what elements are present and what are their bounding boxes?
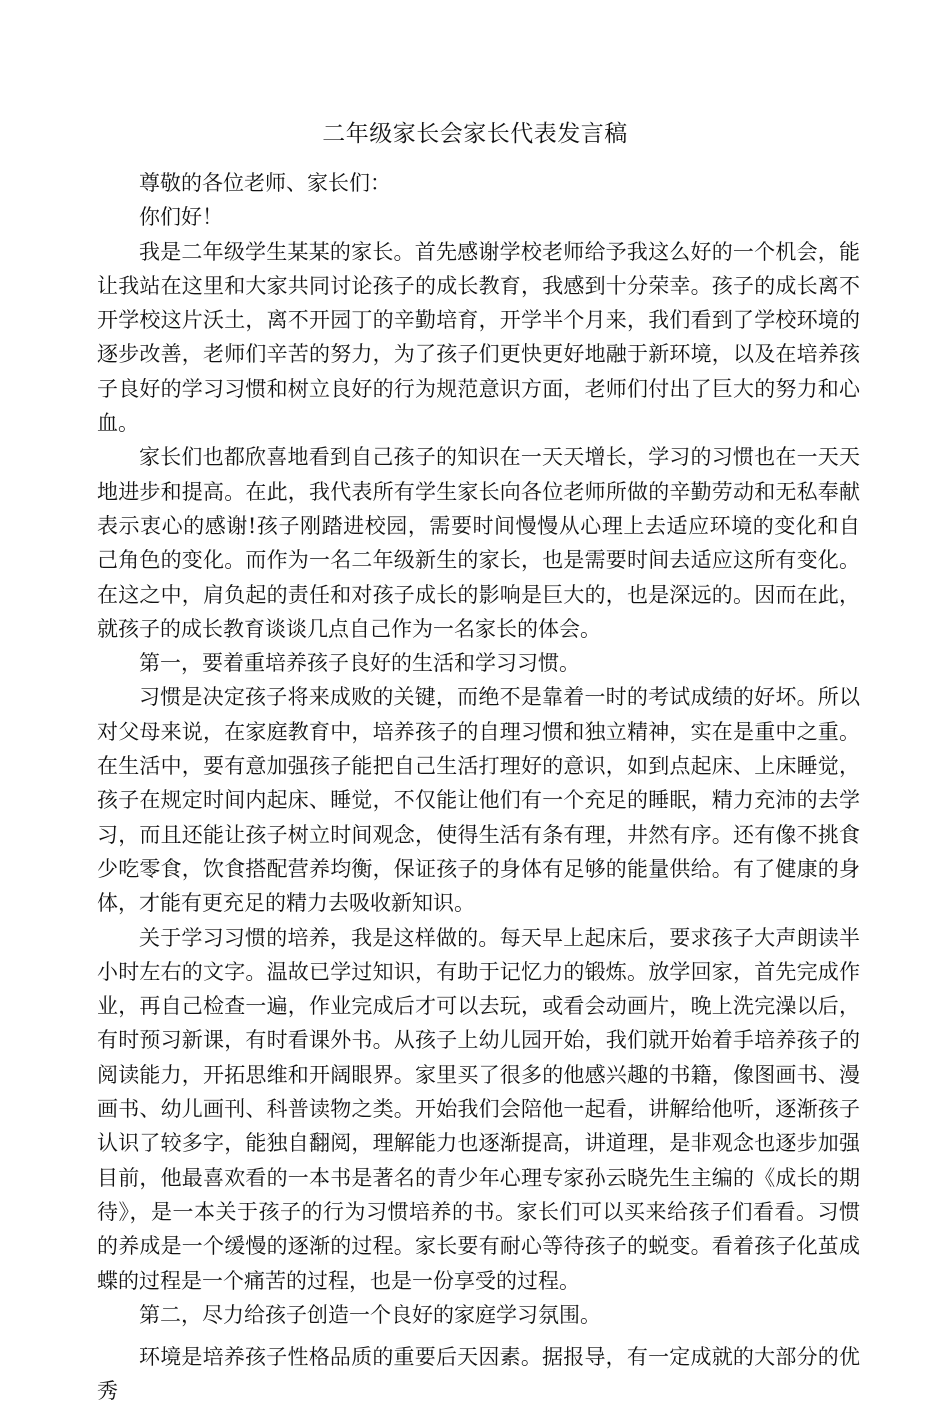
hello-line: 你们好！ — [139, 205, 223, 230]
section-heading-second: 第二，尽力给孩子创造一个良好的家庭学习氛围。 — [139, 1302, 601, 1327]
section-heading-first: 第一，要着重培养孩子良好的生活和学习习惯。 — [139, 651, 580, 676]
paragraph-environment: 环境是培养孩子性格品质的重要后天因素。据报导，有一定成就的大部分的优秀 — [97, 1345, 860, 1404]
greeting-line: 尊敬的各位老师、家长们： — [139, 171, 391, 195]
paragraph-habits: 习惯是决定孩子将来成败的关键，而绝不是靠着一时的考试成绩的好坏。所以对父母来说，在家庭教育中，培养孩子的自理习惯和独立精神，实在是重中之重。在生活中，要有意加强孩子能把自己生活打理好的意识，如到点起床、上床睡觉，孩子在规定时间内起床、睡觉，不仅能让他们有一个充足的睡眠，精力充沛的去学习，而且还能让孩子树立时间观念，使得生活有条有理，井然有序。还有像不挑食少吃零食，饮食搭配营养均衡，保证孩子的身体有足够的能量供给。有了健康的身体，才能有更充足的精力去吸收新知识。 — [97, 685, 860, 916]
paragraph-intro: 我是二年级学生某某的家长。首先感谢学校老师给予我这么好的一个机会，能让我站在这里和大家共同讨论孩子的成长教育，我感到十分荣幸。孩子的成长离不开学校这片沃土，离不开园丁的辛勤培育，开学半个月来，我们看到了学校环境的逐步改善，老师们辛苦的努力，为了孩子们更快更好地融于新环境，以及在培养孩子良好的学习习惯和树立良好的行为规范意识方面，老师们付出了巨大的努力和心血。 — [97, 239, 860, 436]
paragraph-thanks: 家长们也都欣喜地看到自己孩子的知识在一天天增长，学习的习惯也在一天天地进步和提高。在此，我代表所有学生家长向各位老师所做的辛勤劳动和无私奉献表示衷心的感谢!孩子刚踏进校园，需要时间慢慢从心理上去适应环境的变化和自己角色的变化。而作为一名二年级新生的家长，也是需要时间去适应这所有变化。在这之中，肩负起的责任和对孩子成长的影响是巨大的，也是深远的。因而在此，就孩子的成长教育谈谈几点自己作为一名家长的体会。 — [97, 445, 860, 641]
document-title: 二年级家长会家长代表发言稿 — [322, 121, 628, 147]
document-body — [97, 166, 860, 1409]
paragraph-study-habits: 关于学习习惯的培养，我是这样做的。每天早上起床后，要求孩子大声朗读半小时左右的文字。温故已学过知识，有助于记忆力的锻炼。放学回家，首先完成作业，再自己检查一遍，作业完成后才可以去玩，或看会动画片，晚上洗完澡以后，有时预习新课，有时看课外书。从孩子上幼儿园开始，我们就开始着手培养孩子的阅读能力，开拓思维和开阔眼界。家里买了很多的他感兴趣的书籍，像图画书、漫画书、幼儿画刊、科普读物之类。开始我们会陪他一起看，讲解给他听，逐渐孩子认识了较多字，能独自翻阅，理解能力也逐渐提高，讲道理，是非观念也逐步加强目前，他最喜欢看的一本书是著名的青少年心理专家孙云晓先生主编的《成长的期待》，是一本关于孩子的行为习惯培养的书。家长们可以买来给孩子们看看。习惯的养成是一个缓慢的逐渐的过程。家长要有耐心等待孩子的蜕变。看着孩子化茧成蝶的过程是一个痛苦的过程，也是一份享受的过程。 — [97, 925, 860, 1293]
